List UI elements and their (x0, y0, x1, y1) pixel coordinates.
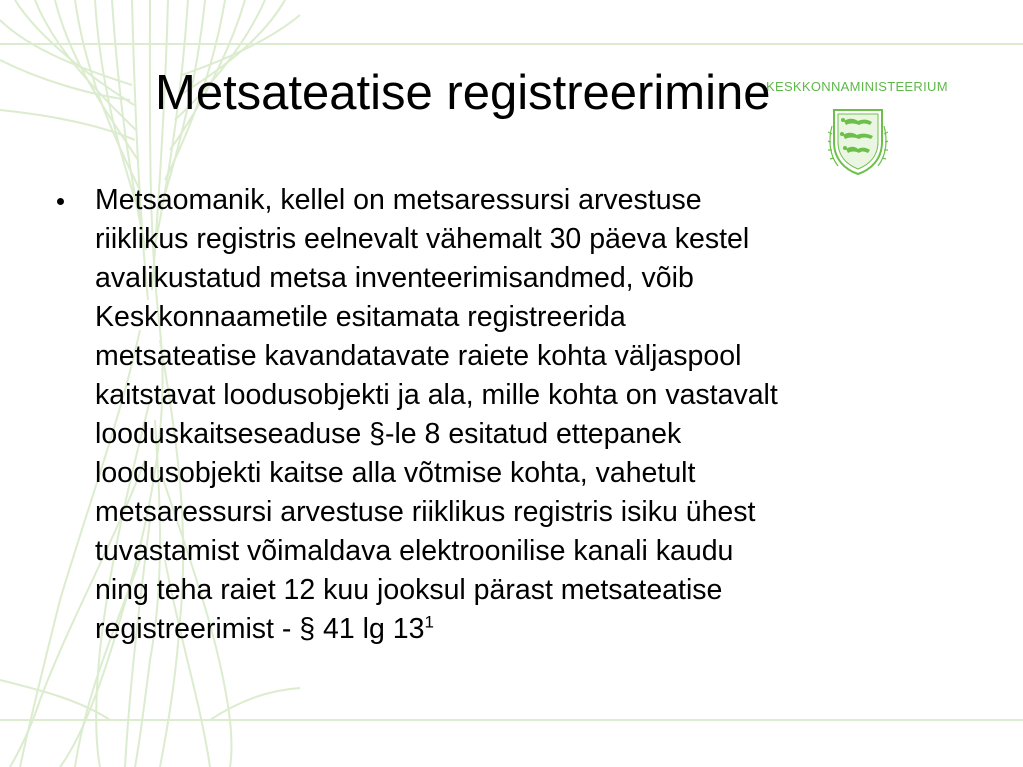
bullet-dot-icon (57, 198, 64, 205)
bullet-text-line: ning teha raiet 12 kuu jooksul pärast metsateatise (95, 574, 723, 606)
slide-title: Metsateatise registreerimine (155, 66, 771, 120)
bullet-text-line: metsateatise kavandatavate raiete kohta väljaspool (95, 340, 742, 372)
bullet-text-line: avalikustatud metsa inventeerimisandmed, võib (95, 262, 694, 294)
bullet-text-line: tuvastamist võimaldava elektroonilise kanali kaudu (95, 535, 734, 567)
bullet-text-line: kaitstavat loodusobjekti ja ala, mille kohta on vastavalt (95, 379, 778, 411)
superscript-number: 1 (424, 612, 434, 632)
bullet-item (57, 181, 977, 649)
bullet-text-line: loodusobjekti kaitse alla võtmise kohta, vahetult (95, 457, 696, 489)
bullet-list (57, 181, 977, 649)
bullet-text-line: riiklikus registris eelnevalt vähemalt 30 päeva kestel (95, 223, 750, 255)
bullet-text-line-last (95, 610, 977, 649)
bullet-text-line: looduskaitseseaduse §-le 8 esitatud ettepanek (95, 418, 682, 450)
bullet-text-final: registreerimist - § 41 lg 13 (95, 613, 425, 645)
bullet-text (95, 181, 977, 649)
ministry-logo-text: KESKKONNAMINISTEERIUM (766, 79, 948, 94)
bullet-text-line: Keskkonnaametile esitamata registreerida (95, 301, 626, 333)
estonian-coat-of-arms-icon (828, 106, 888, 176)
bullet-text-line: Metsaomanik, kellel on metsaressursi arvestuse (95, 184, 702, 216)
bullet-text-line: metsaressursi arvestuse riiklikus registris isiku ühest (95, 496, 756, 528)
